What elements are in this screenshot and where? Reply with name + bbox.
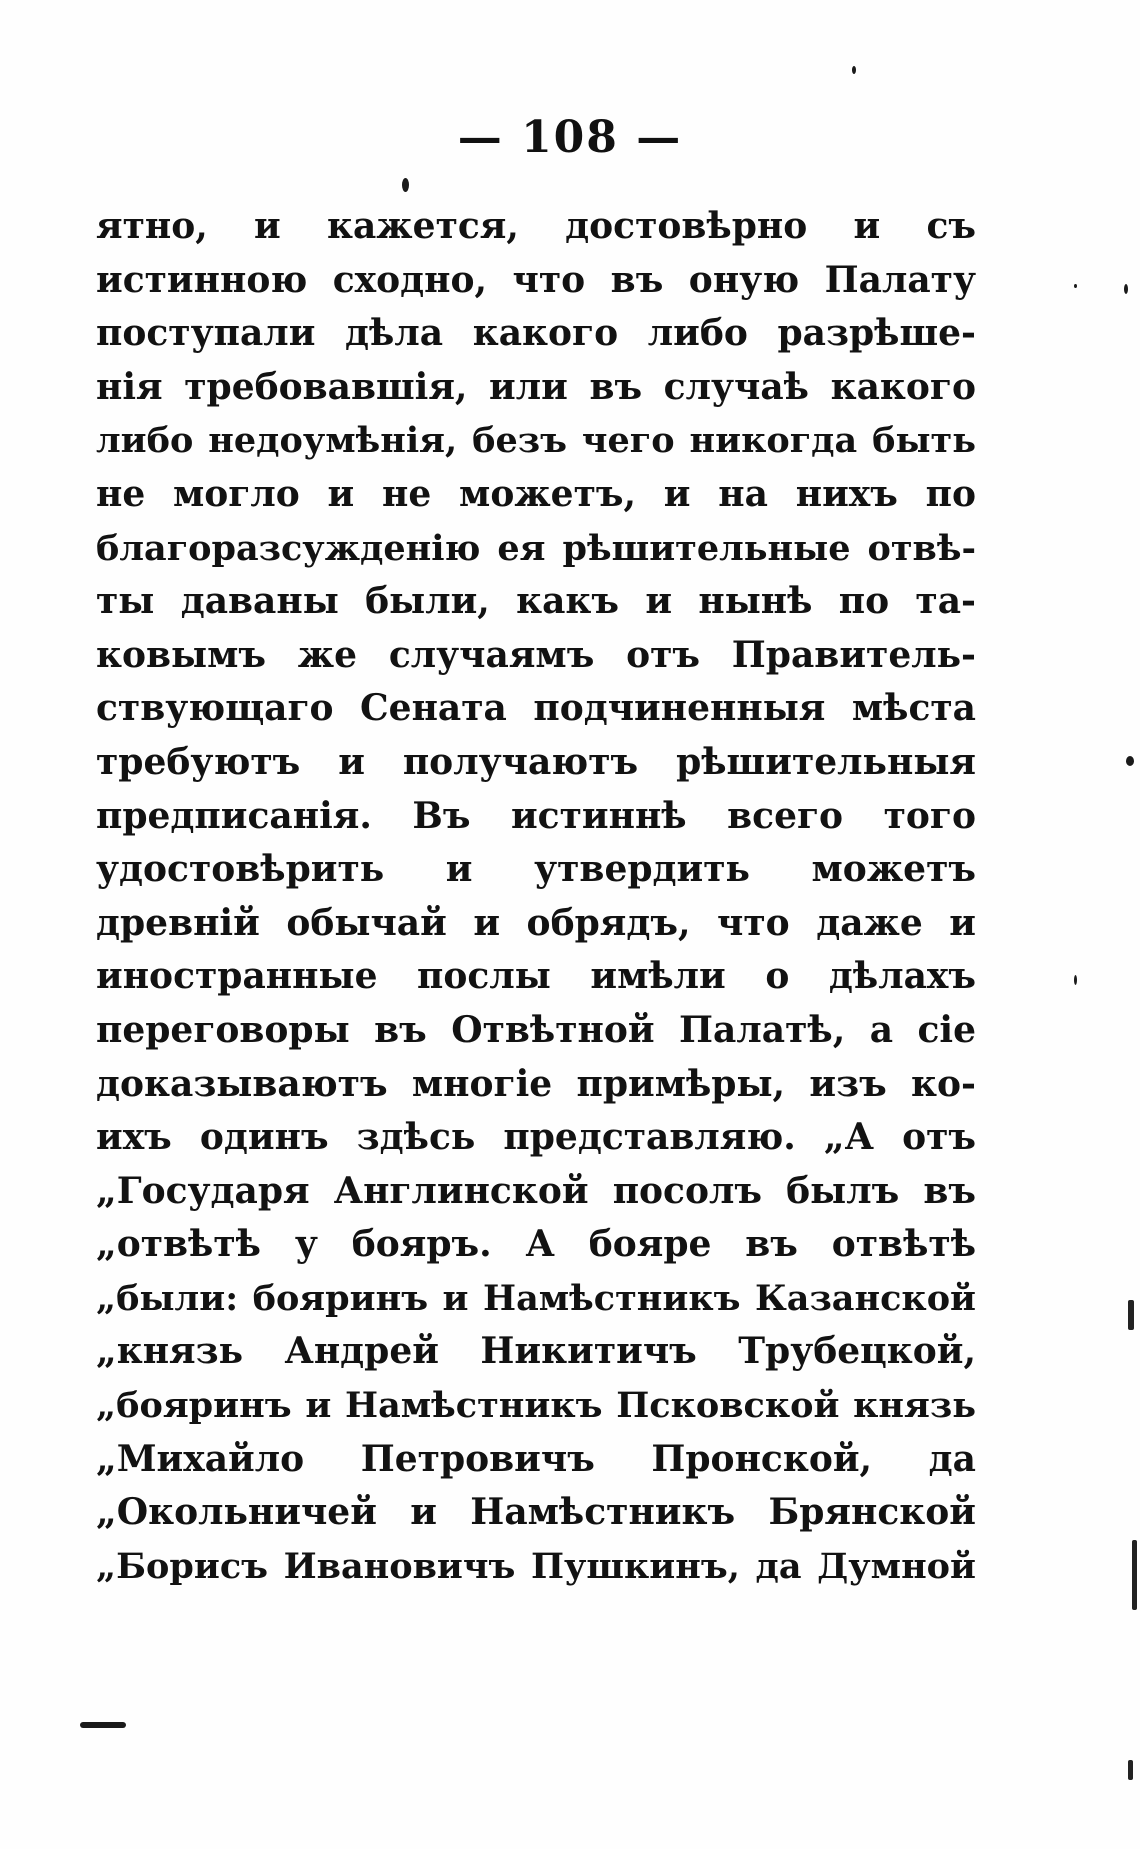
scan-speck (852, 66, 856, 74)
scan-speck (1126, 756, 1134, 766)
scan-edge-mark (1128, 1300, 1134, 1330)
text-line: ствующаго Сената подчиненныя мѣста (96, 687, 976, 730)
text-line: иностранные послы имѣли о дѣлахъ (96, 955, 976, 998)
body-text (96, 200, 976, 1593)
text-line: „бояринъ и Намѣстникъ Псковской князь (96, 1385, 976, 1427)
text-line: „Михайло Петровичъ Пронской, да (96, 1437, 976, 1480)
text-line: либо недоумѣнія, безъ чего никогда быть (96, 420, 976, 462)
text-line: поступали дѣла какого либо разрѣше- (96, 312, 976, 355)
text-line: „отвѣтѣ у бояръ. А бояре въ отвѣтѣ (96, 1223, 976, 1266)
scan-edge-mark (1132, 1540, 1137, 1610)
scan-speck (1074, 284, 1077, 288)
scan-speck (402, 178, 409, 192)
margin-dash-mark (80, 1722, 126, 1728)
scan-speck (1074, 975, 1077, 985)
text-line: предписанія. Въ истиннѣ всего того (96, 794, 976, 837)
text-line: ихъ одинъ здѣсь представляю. „А отъ (96, 1116, 976, 1159)
text-line: не могло и не можетъ, и на нихъ по (96, 472, 976, 515)
text-line: благоразсужденію ея рѣшительные отвѣ- (96, 527, 976, 569)
scan-speck (1124, 284, 1128, 294)
scan-edge-mark (1128, 1760, 1133, 1780)
text-line: удостовѣрить и утвердить можетъ (96, 848, 976, 891)
text-line: „Государя Англинской посолъ былъ въ (96, 1169, 976, 1212)
text-line: „Борисъ Ивановичъ Пушкинъ, да Думной (96, 1545, 976, 1587)
text-line: ты даваны были, какъ и нынѣ по та- (96, 580, 976, 623)
text-line: переговоры въ Отвѣтной Палатѣ, а сіе (96, 1008, 976, 1051)
text-line: ковымъ же случаямъ отъ Правитель- (96, 633, 976, 676)
text-line: доказываютъ многіе примѣры, изъ ко- (96, 1062, 976, 1105)
text-line: истинною сходно, что въ оную Палату (96, 258, 976, 301)
text-line: „Окольничей и Намѣстникъ Брянской (96, 1491, 976, 1534)
text-line: ятно, и кажется, достовѣрно и съ (96, 205, 976, 247)
text-line: „были: бояринъ и Намѣстникъ Казанской (96, 1277, 976, 1319)
text-line: древній обычай и обрядъ, что даже и (96, 901, 976, 944)
text-line: нія требовавшія, или въ случаѣ какого (96, 365, 976, 408)
page-number: — 108 — (457, 112, 683, 163)
text-line: требуютъ и получаютъ рѣшительныя (96, 740, 976, 783)
text-line: „князь Андрей Никитичъ Трубецкой, (96, 1330, 976, 1373)
